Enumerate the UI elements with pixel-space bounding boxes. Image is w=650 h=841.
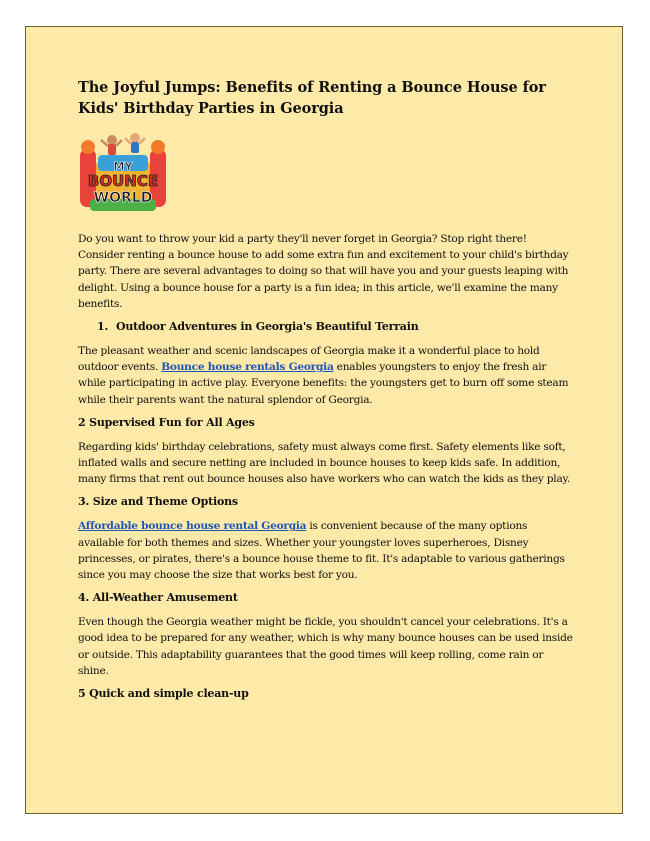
document-content <box>78 77 573 710</box>
section-paragraph-3: Affordable bounce house rental Georgia is convenient because of the many options available for both themes and sizes. Whether your youngster loves superheroes, Disney princesses, or pirates, there's a bounce house theme to fit. It's adaptable to various gatherings since you may choose the size that works best for you. <box>78 520 565 582</box>
section-heading-3: 3. Size and Theme Options <box>78 495 238 509</box>
affordable-rental-link[interactable]: Affordable bounce house rental Georgia <box>78 520 307 533</box>
section-heading-2: 2 Supervised Fun for All Ages <box>78 415 255 429</box>
logo-text-bounce: BOUNCE <box>87 172 159 190</box>
logo-text-world: WORLD <box>93 190 153 206</box>
intro-paragraph: Do you want to throw your kid a party they'll never forget in Georgia? Stop right there! Consider renting a bounce house to add some extra fun and excitement to your child's birthday party. There are several advantages to doing so that will have you and your guests leaping with delight. Using a bounce house for a party is a fun idea; in this article, we'll examine the many benefits. <box>78 233 569 310</box>
section-heading-4: 4. All-Weather Amusement <box>78 591 238 605</box>
section-number: 1. <box>97 320 109 334</box>
section-paragraph-2: Regarding kids' birthday celebrations, safety must always come first. Safety elements like soft, inflated walls and secure netting are included in bounce houses to keep kids safe. In addition, many firms that rent out bounce houses also have workers who can watch the kids as they play. <box>78 440 570 486</box>
company-logo <box>78 129 168 219</box>
section-paragraph-4: Even though the Georgia weather might be fickle, you shouldn't cancel your celebrations. It's a good idea to be prepared for any weather, which is why many bounce houses can be used inside or outside. This adaptability guarantees that the good times will keep rolling, come rain or shine. <box>78 616 573 677</box>
section-paragraph-1: The pleasant weather and scenic landscapes of Georgia make it a wonderful place to hold outdoor events. Bounce house rentals Georgia enables youngsters to enjoy the fresh air while participating in active play. Everyone benefits: the youngsters get to burn off some steam while their parents want the natural splendor of Georgia. <box>78 345 569 406</box>
section-heading-1 <box>78 319 573 335</box>
document-page <box>25 26 623 814</box>
section-heading-5: 5 Quick and simple clean-up <box>78 687 249 701</box>
section-title: Outdoor Adventures in Georgia's Beautiful Terrain <box>116 320 419 334</box>
logo-text-my: MY <box>113 160 133 173</box>
page-title: The Joyful Jumps: Benefits of Renting a Bounce House for Kids' Birthday Parties in Georgia <box>78 79 546 117</box>
bounce-house-rentals-link[interactable]: Bounce house rentals Georgia <box>161 361 334 374</box>
